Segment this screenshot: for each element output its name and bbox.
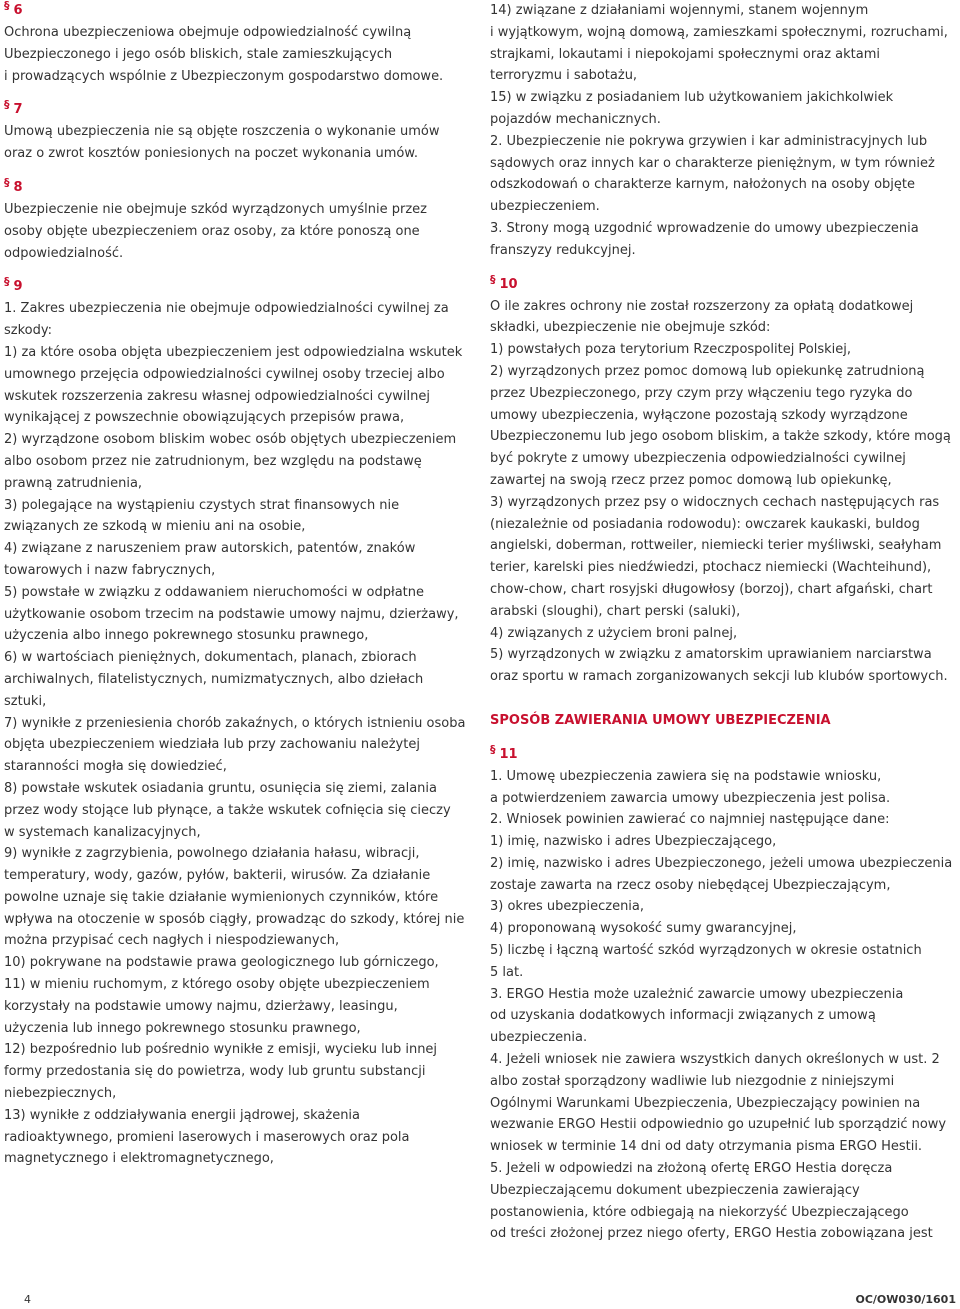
text-line: 3) okres ubezpieczenia, (490, 899, 645, 915)
text-line: od uzyskania dodatkowych informacji związanych z umową (490, 1008, 876, 1024)
text-line: i prowadzących wspólnie z Ubezpieczonym gospodarstwo domowe. (4, 68, 444, 84)
text-line: 5 lat. (490, 964, 524, 980)
section-6-body (4, 22, 474, 87)
text-line: korzystały na podstawie umowy najmu, dzierżawy, leasingu, (4, 998, 398, 1014)
text-line: albo osobom przez nie zatrudnionym, bez względu na podstawę (4, 453, 422, 469)
paragraph-symbol: § (4, 175, 10, 189)
text-line: 1) powstałych poza terytorium Rzeczpospolitej Polskiej, (490, 342, 852, 358)
text-line: przez Ubezpieczonego, przy czym przy włączeniu tego ryzyka do (490, 385, 913, 401)
text-line: w systemach kanalizacyjnych, (4, 824, 201, 840)
page-number: 4 (24, 1293, 31, 1306)
text-line: wpływa na otoczenie w sposób ciągły, prowadząc do szkody, której nie (4, 911, 465, 927)
text-line: Umową ubezpieczenia nie są objęte roszczenia o wykonanie umów (4, 124, 440, 140)
text-line: 4) związane z naruszeniem praw autorskich, patentów, znaków (4, 541, 416, 557)
text-line: oraz o zwrot kosztów poniesionych na poczet wykonania umów. (4, 146, 418, 162)
text-line: powolne uznaje się takie działanie wymienionych czynników, które (4, 889, 439, 905)
text-line: angielski, doberman, rottweiler, niemiecki terier myśliwski, seałyham (490, 538, 942, 554)
section-heading (4, 0, 474, 22)
text-line: 7) wynikłe z przeniesienia chorób zakaźnych, o których istnieniu osoba (4, 715, 466, 731)
text-line: wynikającej z powszechnie obowiązujących przepisów prawa, (4, 410, 405, 426)
left-column (4, 0, 474, 1170)
text-line: 15) w związku z posiadaniem lub użytkowaniem jakichkolwiek (490, 90, 894, 106)
text-line: temperatury, wody, gazów, pyłów, bakterii, wirusów. Za działanie (4, 868, 431, 884)
text-line: 13) wynikłe z oddziaływania energii jądrowej, skażenia (4, 1107, 361, 1123)
document-code: OC/OW030/1601 (855, 1293, 956, 1306)
text-line: ubezpieczeniem. (490, 199, 600, 215)
text-line: a potwierdzeniem zawarcia umowy ubezpieczenia jest polisa. (490, 790, 891, 806)
text-line: 12) bezpośrednio lub pośrednio wynikłe z emisji, wycieku lub innej (4, 1042, 438, 1058)
section-8-body (4, 199, 474, 264)
section-number: 6 (13, 3, 23, 18)
text-line: sądowych oraz innych kar o charakterze pieniężnym, w tym również (490, 155, 935, 171)
text-line: arabski (sloughi), chart perski (saluki), (490, 603, 741, 619)
section-number: 7 (13, 102, 23, 118)
section-number: 8 (13, 179, 23, 195)
text-line: terier, karelski pies niedźwiedzi, ptochacz niemiecki (Wachteihund), (490, 560, 932, 576)
text-line: 1) za które osoba objęta ubezpieczeniem jest odpowiedzialna wskutek (4, 344, 463, 360)
section-heading (490, 274, 956, 296)
text-line: 2) imię, nazwisko i adres Ubezpieczonego, jeżeli umowa ubezpieczenia (490, 855, 953, 871)
text-line: odpowiedzialność. (4, 245, 124, 261)
text-line: wskutek rozszerzenia zakresu własnej odpowiedzialności cywilnej (4, 388, 430, 404)
text-line: towarowych i nazw fabrycznych, (4, 562, 216, 578)
section-heading (4, 177, 474, 199)
text-line: szkody: (4, 323, 52, 339)
text-line: 4) związanych z użyciem broni palnej, (490, 625, 738, 641)
text-line: i wyjątkowym, wojną domową, zamieszkami społecznymi, rozruchami, (490, 24, 948, 40)
text-line: objęta ubezpieczeniem wiedziała lub przy zachowaniu należytej (4, 737, 420, 753)
paragraph-symbol: § (4, 0, 10, 12)
text-line: oraz sportu w ramach zorganizowanych sekcji lub klubów sportowych. (490, 669, 948, 685)
text-line: 2) wyrządzone osobom bliskim wobec osób objętych ubezpieczeniem (4, 432, 457, 448)
text-line: wezwanie ERGO Hestii odpowiednio go uzupełnić lub sporządzić nowy (490, 1117, 947, 1133)
text-line: sztuki, (4, 693, 47, 709)
section-11-body (490, 766, 956, 1246)
section-9-continued (490, 0, 956, 262)
section-heading (4, 99, 474, 121)
text-line: prawną zatrudnienia, (4, 475, 143, 491)
text-line: O ile zakres ochrony nie został rozszerzony za opłatą dodatkowej (490, 298, 914, 314)
text-line: formy przedostania się do powietrza, wody lub gruntu substancji (4, 1064, 426, 1080)
text-line: Ubezpieczenie nie obejmuje szkód wyrządzonych umyślnie przez (4, 201, 427, 217)
text-line: umowy ubezpieczenia, wyłączone pozostają szkody wyrządzone (490, 407, 908, 423)
text-line: archiwalnych, filatelistycznych, numizmatycznych, albo dziełach (4, 671, 424, 687)
text-line: 4. Jeżeli wniosek nie zawiera wszystkich danych określonych w ust. 2 (490, 1052, 940, 1068)
section-number: 11 (499, 746, 518, 762)
text-line: (niezależnie od posiadania rodowodu): owczarek kaukaski, buldog (490, 516, 920, 532)
section-heading (4, 276, 474, 298)
paragraph-symbol: § (490, 272, 496, 286)
text-line: odszkodowań o charakterze karnym, nałożonych na osoby objęte (490, 177, 916, 193)
right-column (490, 0, 956, 1245)
section-7-body (4, 121, 474, 165)
text-line: użyczenia lub innego pokrewnego stosunku prawnego, (4, 1020, 361, 1036)
text-line: ubezpieczenia. (490, 1030, 588, 1046)
text-line: Ogólnymi Warunkami Ubezpieczenia, Ubezpieczający powinien na (490, 1095, 921, 1111)
text-line: związanych ze szkodą w mieniu ani na osobie, (4, 519, 306, 535)
paragraph-symbol: § (4, 98, 10, 112)
text-line: 5. Jeżeli w odpowiedzi na złożoną ofertę ERGO Hestia doręcza (490, 1161, 893, 1177)
text-line: 10) pokrywane na podstawie prawa geologicznego lub górniczego, (4, 955, 439, 971)
text-line: składki, ubezpieczenie nie obejmuje szkód: (490, 320, 771, 336)
text-line: albo został sporządzony wadliwie lub niezgodnie z niniejszymi (490, 1073, 895, 1089)
text-line: umownego przejęcia odpowiedzialności cywilnej osoby trzeciej albo (4, 366, 445, 382)
text-line: Ubezpieczonemu lub jego osobom bliskim, a także szkody, które mogą (490, 429, 951, 445)
section-10-body (490, 296, 956, 688)
text-line: Ubezpieczonego i jego osób bliskich, stale zamieszkujących (4, 46, 393, 62)
chapter-heading: SPOSÓB ZAWIERANIA UMOWY UBEZPIECZENIA (490, 712, 831, 728)
text-line: wniosek w terminie 14 dni od daty otrzymania pisma ERGO Hestii. (490, 1139, 923, 1155)
paragraph-symbol: § (4, 275, 10, 289)
text-line: magnetycznego i elektromagnetycznego, (4, 1151, 274, 1167)
text-line: terroryzmu i sabotażu, (490, 68, 638, 84)
text-line: franszyzy redukcyjnej. (490, 242, 636, 258)
text-line: 11) w mieniu ruchomym, z którego osoby objęte ubezpieczeniem (4, 977, 430, 993)
text-line: 3) wyrządzonych przez psy o widocznych cechach następujących ras (490, 494, 940, 510)
text-line: Ubezpieczającemu dokument ubezpieczenia zawierający (490, 1182, 860, 1198)
text-line: od treści złożonej przez niego oferty, ERGO Hestia zobowiązana jest (490, 1226, 933, 1242)
text-line: 3. ERGO Hestia może uzależnić zawarcie umowy ubezpieczenia (490, 986, 904, 1002)
text-line: chow-chow, chart rosyjski długowłosy (borzoj), chart afgański, chart (490, 581, 933, 597)
text-line: być pokryte z umowy ubezpieczenia odpowiedzialności cywilnej (490, 451, 906, 467)
section-heading (490, 744, 956, 766)
section-9-body (4, 298, 474, 1170)
text-line: strajkami, lokautami i niepokojami społecznymi oraz aktami (490, 46, 880, 62)
text-line: radioaktywnego, promieni laserowych i maserowych oraz pola (4, 1129, 410, 1145)
text-line: zawartej na swoją rzecz przez pomoc domową lub opiekunkę, (490, 472, 892, 488)
text-line: staranności mogła się dowiedzieć, (4, 759, 227, 775)
text-line: pojazdów mechanicznych. (490, 111, 661, 127)
paragraph-symbol: § (490, 742, 496, 756)
text-line: Ochrona ubezpieczeniowa obejmuje odpowiedzialność cywilną (4, 25, 412, 40)
text-line: użyczenia albo innego pokrewnego stosunku prawnego, (4, 628, 369, 644)
text-line: 3. Strony mogą uzgodnić wprowadzenie do umowy ubezpieczenia (490, 220, 919, 236)
text-line: można przypisać cech nagłych i niespodziewanych, (4, 933, 340, 949)
text-line: 6) w wartościach pieniężnych, dokumentach, planach, zbiorach (4, 650, 417, 666)
text-line: 1. Zakres ubezpieczenia nie obejmuje odpowiedzialności cywilnej za (4, 301, 449, 317)
text-line: niebezpiecznych, (4, 1086, 117, 1102)
text-line: 5) wyrządzonych w związku z amatorskim uprawianiem narciarstwa (490, 647, 932, 663)
text-line: zostaje zawarta na rzecz osoby niebędącej Ubezpieczającym, (490, 877, 891, 893)
text-line: 1) imię, nazwisko i adres Ubezpieczającego, (490, 834, 777, 850)
text-line: 3) polegające na wystąpieniu czystych strat finansowych nie (4, 497, 400, 513)
text-line: postanowienia, które odbiegają na niekorzyść Ubezpieczającego (490, 1204, 909, 1220)
text-line: 2) wyrządzonych przez pomoc domową lub opiekunkę zatrudnioną (490, 363, 925, 379)
text-line: 5) liczbę i łączną wartość szkód wyrządzonych w okresie ostatnich (490, 943, 922, 959)
section-number: 9 (13, 279, 23, 295)
text-line: 1. Umowę ubezpieczenia zawiera się na podstawie wniosku, (490, 768, 882, 784)
text-line: osoby objęte ubezpieczeniem oraz osoby, za które ponoszą one (4, 223, 420, 239)
section-number: 10 (499, 276, 518, 292)
text-line: przez wody stojące lub płynące, a także wskutek cofnięcia się cieczy (4, 802, 451, 818)
text-line: 4) proponowaną wysokość sumy gwarancyjnej, (490, 921, 797, 937)
text-line: 9) wynikłe z zagrzybienia, powolnego działania hałasu, wibracji, (4, 846, 420, 862)
text-line: 5) powstałe w związku z oddawaniem nieruchomości w odpłatne (4, 584, 424, 600)
text-line: 8) powstałe wskutek osiadania gruntu, osunięcia się ziemi, zalania (4, 780, 437, 796)
text-line: użytkowanie osobom trzecim na podstawie umowy najmu, dzierżawy, (4, 606, 459, 622)
text-line: 2. Wniosek powinien zawierać co najmniej następujące dane: (490, 812, 890, 828)
text-line: 2. Ubezpieczenie nie pokrywa grzywien i kar administracyjnych lub (490, 133, 928, 149)
text-line: 14) związane z działaniami wojennymi, stanem wojennym (490, 3, 869, 18)
